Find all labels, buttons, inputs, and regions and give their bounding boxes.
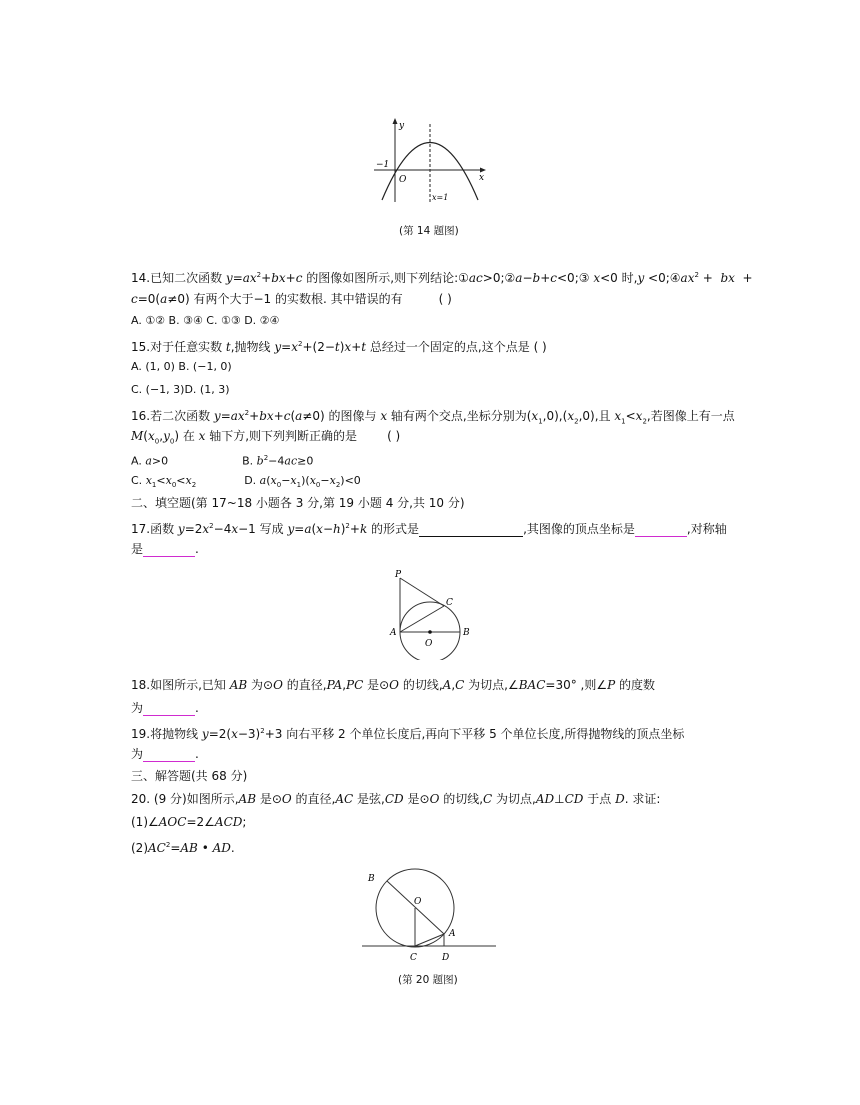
- q20-part-1: (1)∠AOC=2∠ACD;: [131, 815, 247, 829]
- q19-line-1: 19.将抛物线 $y=2(x-3)^2+3$ 向右平移 2 个单位长度后,再向下平移 5 个单位长度,所得抛物线的顶点坐标: [131, 727, 685, 741]
- label-a: A: [449, 929, 456, 939]
- label-a: A: [390, 628, 397, 638]
- q16-options-row-1: A. a>0 B. $b^2-4ac\ge 0$: [131, 454, 314, 468]
- q19-line-2: 为 .: [131, 747, 199, 761]
- y-axis-arrow: [393, 118, 398, 124]
- section-3-heading: 三、解答题(共 68 分): [131, 769, 248, 783]
- figure-14-caption: (第 14 题图): [399, 225, 459, 237]
- origin-label: O: [399, 175, 407, 185]
- q15-options-row-1: A. (1, 0) B. (−1, 0): [131, 360, 232, 373]
- axis-label: x=1: [432, 193, 449, 202]
- q16-options-row-2: C. $x_1<x_0<x_2$ D. $a(x_0-x_1)(x_0-x_2)<0$: [131, 474, 361, 490]
- q17-blank-2[interactable]: [635, 523, 687, 537]
- q17-blank-1[interactable]: [419, 523, 523, 537]
- neg-one-label: −1: [376, 160, 390, 170]
- figure-14-parabola-graph: [368, 114, 492, 206]
- q15-answer-paren: ( ): [533, 340, 547, 354]
- figure-18-circle-tangents: [386, 566, 476, 660]
- x-axis-arrow: [480, 168, 486, 173]
- tangent-pc: [400, 578, 444, 606]
- label-c: C: [446, 598, 453, 608]
- section-2-heading: 二、填空题(第 17~18 小题各 3 分,第 19 小题 4 分,共 10 分): [131, 496, 465, 510]
- label-p: P: [395, 570, 402, 580]
- q14-answer-paren: ( ): [438, 292, 452, 306]
- q17-line-2: 是 .: [131, 542, 199, 556]
- q18-line-1: 18.如图所示,已知 AB 为⊙O 的直径,PA,PC 是⊙O 的切线,A,C 为切点,∠BAC=30° ,则∠P 的度数: [131, 678, 656, 692]
- center-dot: [428, 630, 432, 634]
- q20-stem: 20. (9 分)如图所示,AB 是⊙O 的直径,AC 是弦,CD 是⊙O 的切线,C 为切点,AD⊥CD 于点 D. 求证:: [131, 792, 661, 806]
- y-label: y: [399, 121, 405, 131]
- label-b: B: [368, 874, 375, 884]
- q19-blank[interactable]: [143, 748, 195, 762]
- q20-part-2: $(2)AC^2=AB$ • AD.: [131, 841, 235, 855]
- label-b: B: [463, 628, 470, 638]
- figure-20-caption: (第 20 题图): [398, 974, 458, 986]
- q15-options-row-2: C. (−1, 3)D. (1, 3): [131, 383, 230, 396]
- q17-line-1: 17.函数 $y=2x^2-4x-1$ 写成 $y=a(x-h)^2+k$ 的形式是 ,其图像的顶点坐标是 ,对称轴: [131, 522, 727, 536]
- x-label: x: [479, 173, 485, 183]
- chord-ac: [400, 606, 444, 632]
- label-c: C: [410, 953, 417, 963]
- q15-stem: 15.对于任意实数 t,抛物线 $y=x^2+(2-t)x+t$ 总经过一个固定的点,这个点是 ( ): [131, 340, 547, 354]
- label-o: O: [414, 897, 422, 907]
- q16-line-2: $M(x_0,y_0)$ 在 x 轴下方,则下列判断正确的是 ( ): [131, 429, 401, 446]
- q16-answer-paren: ( ): [387, 429, 401, 443]
- q17-blank-3[interactable]: [143, 543, 195, 557]
- label-d: D: [442, 953, 450, 963]
- q14-line-2: c=0(a≠0) 有两个大于−1 的实数根. 其中错误的有 ( ): [131, 292, 452, 306]
- q18-line-2: 为 .: [131, 701, 199, 715]
- figure-20-circle-tangent-line: [360, 866, 500, 966]
- label-o: O: [425, 639, 433, 649]
- q14-options: A. ①② B. ③④ C. ①③ D. ②④: [131, 314, 280, 327]
- q18-blank[interactable]: [143, 702, 195, 716]
- q14-line-1: 14.已知二次函数 $y=ax^2+bx+c$ 的图像如图所示,则下列结论:①ac>0;②a−b+c<0;③ x<0 时$,y <0;④ax^2$ + bx +: [131, 271, 753, 285]
- q16-line-1: 16.若二次函数 $y=ax^2+bx+c(a\ne 0)$ 的图像与 x 轴有两个交点,坐标分别为$(x_1,0),(x_2,0)$,且 $x_1<x_2$,若图像上有一点: [131, 409, 735, 426]
